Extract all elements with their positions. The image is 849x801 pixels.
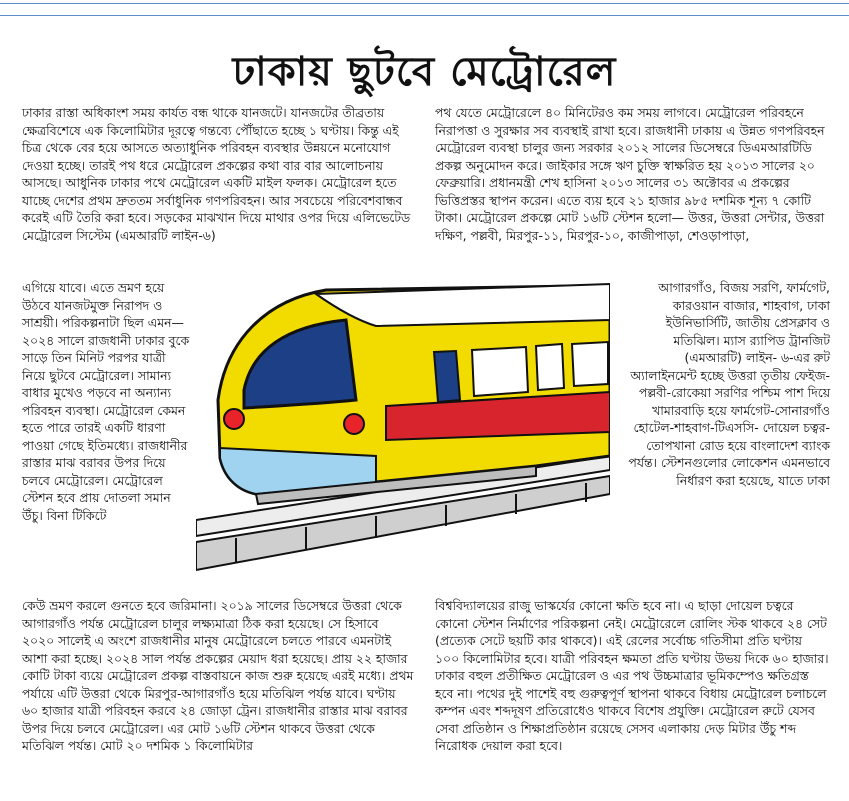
- column-bottom-left: [22, 597, 414, 755]
- column-right-top: [435, 104, 830, 244]
- column-left-top: [22, 104, 414, 244]
- paragraph: বিশ্ববিদ্যালয়ের রাজু ভাস্কর্যের কোনো ক্ষতি হবে না। এ ছাড়া দোয়েল চত্বরে কোনো স্টেশন নির্মাণের পরিকল্পনা নেই। মেট্রোরেলে রোলিং স্টক থাকবে ২৪ সেট (প্রত্যেক সেটে ছয়টি কার থাকবে)। এই রেলের সর্বোচ্চ গতিসীমা প্রতি ঘণ্টায় ১০০ কিলোমিটার হবে। যাত্রী পরিবহন ক্ষমতা প্রতি ঘণ্টায় উভয় দিকে ৬০ হাজার। ঢাকার বহুল প্রতীক্ষিত মেট্রোরেল ও এর পথ উচ্চমাত্রার ভূমিকম্পেও ক্ষতিগ্রস্ত হবে না। পথের দুই পাশেই বহু গুরুত্বপূর্ণ স্থাপনা থাকবে বিধায় মেট্রোরেল চলাচলে কম্পন এবং শব্দদূষণ প্রতিরোধেও থাকবে বিশেষ প্রযুক্তি। মেট্রোরেল রুটে যেসব সেবা প্রতিষ্ঠান ও শিক্ষাপ্রতিষ্ঠান রয়েছে সেসব এলাকায় দেড় মিটার উঁচু শব্দ নিরোধক দেয়াল করা হবে।: [435, 598, 829, 753]
- column-left-narrow: [22, 279, 190, 524]
- column-right-narrow: [616, 279, 830, 489]
- metro-train-illustration: [196, 280, 610, 580]
- column-bottom-right: [435, 597, 830, 755]
- headline: ঢাকায় ছুটবে মেট্রোরেল: [232, 49, 617, 95]
- top-rule: [0, 0, 849, 10]
- paragraph: আগারগাঁও, বিজয় সরণি, ফার্মগেট, কারওয়ান বাজার, শাহবাগ, ঢাকা ইউনিভার্সিটি, জাতীয় প্রেসক্লাব ও মতিঝিল। ম্যাস র‍্যাপিড ট্রানজিট (এমআরটি) লাইন- ৬-এর রুট অ্যালাইনমেন্ট হচ্ছে উত্তরা তৃতীয় ফেইজ- পল্লবী-রোকেয়া সরণির পশ্চিম পাশ দিয়ে খামারবাড়ি হয়ে ফার্মগেট-সোনারগাঁও হোটেল-শাহবাগ-টিএসসি- দোয়েল চত্বর-তোপখানা রোড হয়ে বাংলাদেশ ব্যাংক পর্যন্ত। স্টেশনগুলোর লোকেশন এমনভাবে নির্ধারণ করা হয়েছে, যাতে ঢাকা: [628, 280, 830, 488]
- metro-train-icon: [196, 280, 610, 580]
- paragraph: এগিয়ে যাবে। এতে ভ্রমণ হয়ে উঠবে যানজটমুক্ত নিরাপদ ও সাশ্রয়ী। পরিকল্পনাটা ছিল এমন— ২০২৪ সালে রাজধানী ঢাকার বুকে সাড়ে তিন মিনিট পরপর যাত্রী নিয়ে ছুটবে মেট্রোরেল। সামান্য বাধার মুখেও পড়বে না অন্যান্য পরিবহন ব্যবস্থা। মেট্রোরেল কেমন হতে পারে তারই একটি ধারণা পাওয়া গেছে ইতিমধ্যে। রাজধানীর রাস্তার মাঝ বরাবর উপর দিয়ে চলবে মেট্রোরেল। মেট্রোরেল স্টেশন হবে প্রায় দোতলা সমান উঁচু। বিনা টিকিটে: [22, 280, 190, 523]
- paragraph: ঢাকার রাস্তা অধিকাংশ সময় কার্যত বন্ধ থাকে যানজটে। যানজটের তীব্রতায় ক্ষেত্রবিশেষে এক কিলোমিটার দূরত্বে গন্তব্যে পৌঁছাতে হচ্ছে ১ ঘণ্টায়। কিন্তু এই চিত্র থেকে বের হয়ে আসতে অত্যাধুনিক পরিবহন ব্যবস্থার উন্নয়নে মনোযোগ দেওয়া হচ্ছে। তারই পথ ধরে মেট্রোরেল প্রকল্পের কথা বার বার আলোচনায় আসছে। আধুনিক ঢাকার পথে মেট্রোরেল একটি মাইল ফলক। মেট্রোরেল হতে যাচ্ছে দেশের প্রথম দ্রুততম সর্বাধুনিক গণপরিবহন। আর সবচেয়ে পরিবেশবান্ধব করেই এটি তৈরি করা হবে। সড়কের মাঝখান দিয়ে মাথার ওপর দিয়ে এলিভেটেড মেট্রোরেল সিস্টেম (এমআরটি লাইন-৬): [22, 105, 411, 243]
- paragraph: পথ যেতে মেট্রোরেলে ৪০ মিনিটেরও কম সময় লাগবে। মেট্রোরেল পরিবহনে নিরাপত্তা ও সুরক্ষার সব ব্যবস্থাই রাখা হবে। রাজধানী ঢাকায় এ উন্নত গণপরিবহন মেট্রোরেল ব্যবস্থা চালুর জন্য সরকার ২০১২ সালের ডিসেম্বরে ডিএমআরটিডি প্রকল্প অনুমোদন করে। জাইকার সঙ্গে ঋণ চুক্তি স্বাক্ষরিত হয় ২০১৩ সালের ২০ ফেব্রুয়ারি। প্রধানমন্ত্রী শেখ হাসিনা ২০১৩ সালের ৩১ অক্টোবর এ প্রকল্পের ভিত্তিপ্রস্তর স্থাপন করেন। এতে ব্যয় হবে ২১ হাজার ৯৮৫ দশমিক শূন্য ৭ কোটি টাকা। মেট্রোরেল প্রকল্পে মোট ১৬টি স্টেশন হলো— উত্তর, উত্তরা সেন্টার, উত্তরা দক্ষিণ, পল্লবী, মিরপুর-১১, মিরপুর-১০, কাজীপাড়া, শেওড়াপাড়া,: [435, 105, 825, 243]
- paragraph: কেউ ভ্রমণ করলে গুনতে হবে জরিমানা। ২০১৯ সালের ডিসেম্বরে উত্তরা থেকে আগারগাঁও পর্যন্ত মেট্রোরেল চালুর লক্ষ্যমাত্রা ঠিক করা হয়েছে। সে হিসাবে ২০২০ সালেই এ অংশে রাজধানীর মানুষ মেট্রোরেলে চলতে পারবে এমনটাই আশা করা হচ্ছে। ২০২৪ সাল পর্যন্ত প্রকল্পের মেয়াদ ধরা হয়েছে। প্রায় ২২ হাজার কোটি টাকা ব্যয়ে মেট্রোরেল প্রকল্প বাস্তবায়নে কাজ শুরু হয়েছে এরই মধ্যে। প্রথম পর্যায়ে এটি উত্তরা থেকে মিরপুর-আগারগাঁও হয়ে মতিঝিল পর্যন্ত যাবে। ঘণ্টায় ৬০ হাজার যাত্রী পরিবহন করবে ২৪ জোড়া ট্রেন। রাজধানীর রাস্তার মাঝ বরাবর উপর দিয়ে চলবে মেট্রোরেল। এর মোট ১৬টি স্টেশন থাকবে উত্তরা থেকে মতিঝিল পর্যন্ত। মোট ২০ দশমিক ১ কিলোমিটার: [22, 598, 414, 753]
